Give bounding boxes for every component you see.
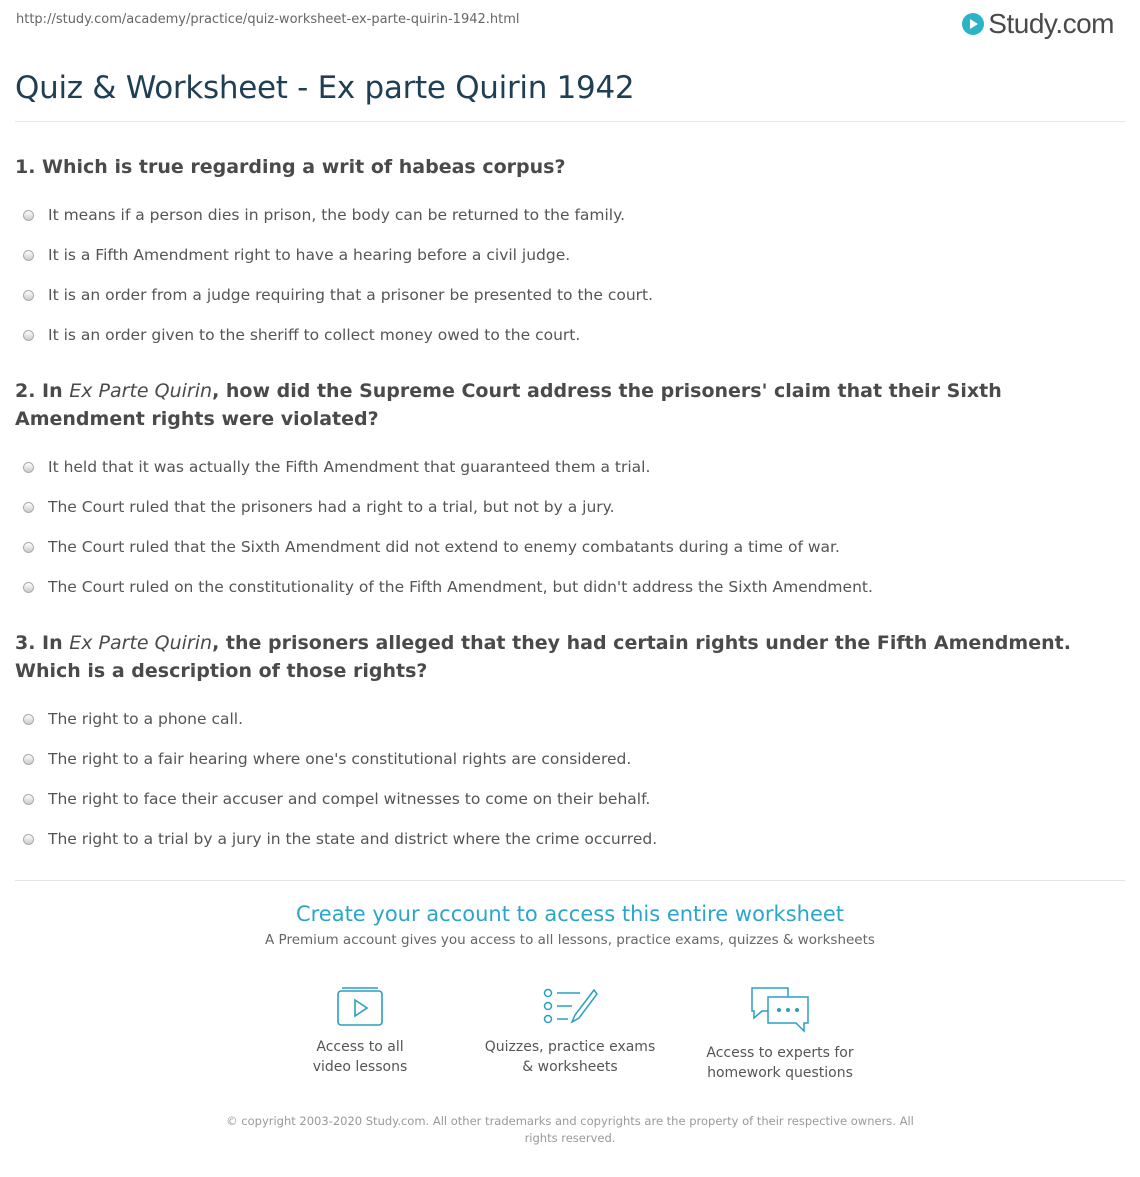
question-1 — [15, 153, 1115, 355]
study-logo[interactable] — [962, 8, 1114, 40]
answer-text: It means if a person dies in prison, the body can be returned to the family. — [48, 206, 626, 224]
question-2-text-pre: 2. In — [15, 380, 70, 402]
answer-option[interactable] — [15, 195, 1115, 235]
radio-icon[interactable] — [23, 834, 34, 845]
answer-option[interactable] — [15, 739, 1115, 779]
answer-text: The Court ruled that the prisoners had a right to a trial, but not by a jury. — [48, 498, 615, 516]
cta-subtitle: A Premium account gives you access to all lessons, practice exams, quizzes & worksheets — [265, 932, 875, 948]
copyright-notice: © copyright 2003-2020 Study.com. All other trademarks and copyrights are the property of their respective owners. All rights reserved. — [226, 1114, 914, 1145]
question-3-answers — [15, 699, 1115, 859]
answer-text: The Court ruled on the constitutionality of the Fifth Amendment, but didn't address the Sixth Amendment. — [48, 578, 873, 596]
video-lesson-icon — [335, 985, 385, 1029]
answer-text: The right to face their accuser and compel witnesses to come on their behalf. — [48, 790, 651, 808]
radio-icon[interactable] — [23, 330, 34, 341]
radio-icon[interactable] — [23, 582, 34, 593]
answer-option[interactable] — [15, 527, 1115, 567]
answer-option[interactable] — [15, 819, 1115, 859]
question-3-text-pre: 3. In — [15, 632, 70, 654]
logo-text: Study.com — [988, 8, 1114, 39]
answer-text: The right to a trial by a jury in the state and district where the crime occurred. — [48, 830, 658, 848]
feature-label — [270, 1037, 450, 1077]
answer-option[interactable] — [15, 699, 1115, 739]
radio-icon[interactable] — [23, 542, 34, 553]
feature-label-line: & worksheets — [522, 1059, 618, 1075]
feature-quizzes — [480, 985, 660, 1083]
question-2-text-post: , how did the Supreme Court address the prisoners' claim that their Sixth Amendment rights were violated? — [15, 380, 1002, 430]
answer-text: It is a Fifth Amendment right to have a hearing before a civil judge. — [48, 246, 571, 264]
cta-divider — [15, 880, 1125, 881]
feature-list — [270, 985, 870, 1083]
answer-text: It held that it was actually the Fifth Amendment that guaranteed them a trial. — [48, 458, 651, 476]
radio-icon[interactable] — [23, 210, 34, 221]
answer-text: The Court ruled that the Sixth Amendment did not extend to enemy combatants during a time of war. — [48, 538, 840, 556]
play-logo-icon — [962, 13, 984, 35]
cta-section — [0, 902, 1140, 948]
feature-label — [690, 1043, 870, 1083]
quiz-checklist-icon — [542, 985, 598, 1029]
radio-icon[interactable] — [23, 462, 34, 473]
answer-option[interactable] — [15, 235, 1115, 275]
page-title: Quiz & Worksheet - Ex parte Quirin 1942 — [15, 70, 635, 106]
radio-icon[interactable] — [23, 754, 34, 765]
feature-label — [480, 1037, 660, 1077]
radio-icon[interactable] — [23, 714, 34, 725]
question-2-title — [15, 377, 1115, 433]
cta-link[interactable]: Create your account to access this entire worksheet — [295, 902, 845, 926]
url-bar: http://study.com/academy/practice/quiz-worksheet-ex-parte-quirin-1942.html — [16, 12, 520, 27]
answer-text: The right to a fair hearing where one's constitutional rights are considered. — [48, 750, 632, 768]
answer-option[interactable] — [15, 447, 1115, 487]
question-1-answers — [15, 195, 1115, 355]
question-2-answers — [15, 447, 1115, 607]
question-1-text: 1. Which is true regarding a writ of habeas corpus? — [15, 156, 566, 178]
case-name: Ex Parte Quirin — [69, 380, 213, 402]
question-2 — [15, 377, 1115, 607]
question-3 — [15, 629, 1115, 859]
feature-label-line: Access to experts for — [706, 1045, 854, 1061]
answer-option[interactable] — [15, 487, 1115, 527]
radio-icon[interactable] — [23, 502, 34, 513]
answer-text: The right to a phone call. — [48, 710, 244, 728]
feature-label-line: Quizzes, practice exams — [484, 1039, 656, 1055]
title-divider — [15, 121, 1125, 122]
radio-icon[interactable] — [23, 290, 34, 301]
radio-icon[interactable] — [23, 794, 34, 805]
answer-option[interactable] — [15, 275, 1115, 315]
chat-bubbles-icon — [748, 985, 812, 1035]
question-3-title — [15, 629, 1115, 685]
feature-video-lessons — [270, 985, 450, 1083]
case-name: Ex Parte Quirin — [69, 632, 213, 654]
question-1-title — [15, 153, 1115, 181]
radio-icon[interactable] — [23, 250, 34, 261]
answer-text: It is an order given to the sheriff to collect money owed to the court. — [48, 326, 581, 344]
answer-option[interactable] — [15, 567, 1115, 607]
feature-label-line: Access to all — [316, 1039, 404, 1055]
answer-option[interactable] — [15, 315, 1115, 355]
question-3-text-post: , the prisoners alleged that they had certain rights under the Fifth Amendment. Which is a description of those rights? — [15, 632, 1071, 682]
answer-text: It is an order from a judge requiring that a prisoner be presented to the court. — [48, 286, 654, 304]
feature-label-line: homework questions — [707, 1065, 853, 1081]
answer-option[interactable] — [15, 779, 1115, 819]
feature-label-line: video lessons — [312, 1059, 408, 1075]
feature-experts — [690, 985, 870, 1083]
